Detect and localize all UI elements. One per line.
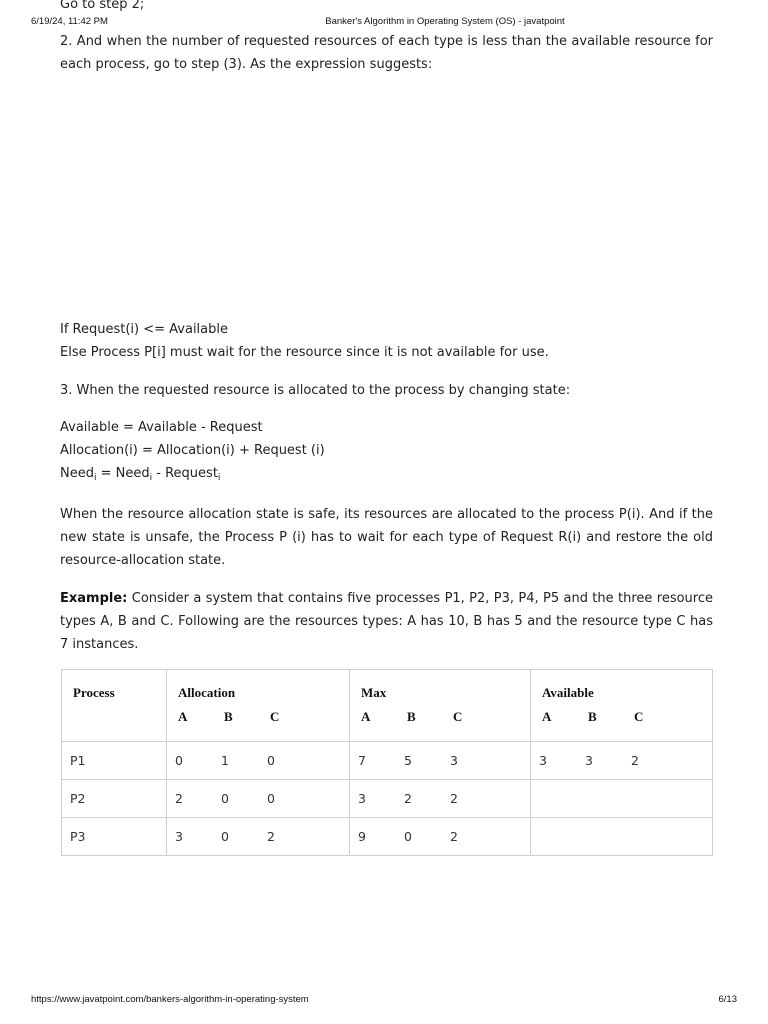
- allocation-cell: [167, 742, 350, 780]
- sub-c: C: [634, 709, 644, 724]
- max-cell: [350, 742, 531, 780]
- value-a: 9: [358, 829, 366, 844]
- example-text: Consider a system that contains five processes P1, P2, P3, P4, P5 and the three resource types A, B and C. Following are the resources types: A has 10, B has 5 and the resource type C has 7 instances.: [60, 591, 713, 652]
- value-b: 3: [585, 753, 593, 768]
- eq3-sub-1: i: [93, 473, 97, 483]
- condition-block: [60, 318, 713, 364]
- value-a: 3: [539, 753, 547, 768]
- value-c: 2: [631, 753, 639, 768]
- value-c: 2: [450, 791, 458, 806]
- print-date: 6/19/24, 11:42 PM: [31, 16, 108, 27]
- sub-a: A: [361, 709, 371, 724]
- value-c: 2: [267, 829, 275, 844]
- sub-c: C: [453, 709, 463, 724]
- value-a: 2: [175, 791, 183, 806]
- condition-line-1: If Request(i) <= Available: [60, 322, 228, 337]
- print-title: Banker's Algorithm in Operating System (OS) - javatpoint: [325, 16, 565, 27]
- equation-2: Allocation(i) = Allocation(i) + Request (i): [60, 443, 325, 458]
- value-b: 2: [404, 791, 412, 806]
- sub-c: C: [270, 709, 280, 724]
- eq3-sub-2: i: [149, 473, 153, 483]
- page-number: 6/13: [718, 994, 737, 1005]
- equations-block: [60, 416, 713, 485]
- table-row: [62, 742, 713, 780]
- process-cell: P1: [62, 742, 167, 780]
- available-cell: [531, 818, 713, 856]
- header-process: [62, 670, 167, 742]
- header-allocation-label: Allocation: [178, 685, 236, 700]
- value-b: 5: [404, 753, 412, 768]
- sub-b: B: [407, 709, 416, 724]
- example-label: Example:: [60, 591, 128, 606]
- allocation-subheaders: [167, 709, 349, 725]
- safe-state-paragraph: When the resource allocation state is safe, its resources are allocated to the process P(i). And if the new state is unsafe, the Process P (i) has to wait for each type of Request R(i) and restore the old resource-allocation state.: [60, 507, 713, 568]
- table-header-row: [62, 670, 713, 742]
- step-3-paragraph: 3. When the requested resource is allocated to the process by changing state:: [60, 383, 571, 398]
- sub-b: B: [588, 709, 597, 724]
- available-cell: [531, 780, 713, 818]
- value-b: 0: [404, 829, 412, 844]
- value-b: 0: [221, 829, 229, 844]
- value-a: 3: [358, 791, 366, 806]
- equation-3: [60, 462, 713, 485]
- value-b: 0: [221, 791, 229, 806]
- sub-a: A: [542, 709, 552, 724]
- available-cell: [531, 742, 713, 780]
- example-paragraph: [60, 587, 713, 656]
- sub-b: B: [224, 709, 233, 724]
- value-a: 7: [358, 753, 366, 768]
- value-c: 0: [267, 753, 275, 768]
- value-c: 2: [450, 829, 458, 844]
- header-max: [350, 670, 531, 742]
- process-cell: P3: [62, 818, 167, 856]
- header-allocation: [167, 670, 350, 742]
- process-cell: P2: [62, 780, 167, 818]
- print-footer: [0, 994, 768, 1008]
- value-a: 3: [175, 829, 183, 844]
- eq3-part-c: - Request: [152, 466, 218, 481]
- value-c: 0: [267, 791, 275, 806]
- condition-line-2: Else Process P[i] must wait for the resource since it is not available for use.: [60, 345, 549, 360]
- max-cell: [350, 780, 531, 818]
- allocation-cell: [167, 780, 350, 818]
- allocation-cell: [167, 818, 350, 856]
- value-a: 0: [175, 753, 183, 768]
- table-row: [62, 818, 713, 856]
- table-row: [62, 780, 713, 818]
- equation-1: Available = Available - Request: [60, 420, 263, 435]
- page-url: https://www.javatpoint.com/bankers-algorithm-in-operating-system: [31, 994, 309, 1005]
- cutoff-line: Go to step 2;: [60, 0, 145, 12]
- eq3-sub-3: i: [217, 473, 221, 483]
- sub-a: A: [178, 709, 188, 724]
- eq3-part-a: Need: [60, 466, 94, 481]
- max-cell: [350, 818, 531, 856]
- value-b: 1: [221, 753, 229, 768]
- header-process-label: Process: [73, 685, 115, 700]
- header-available: [531, 670, 713, 742]
- value-c: 3: [450, 753, 458, 768]
- max-subheaders: [350, 709, 530, 725]
- eq3-part-b: = Need: [96, 466, 150, 481]
- step-2-paragraph: 2. And when the number of requested resources of each type is less than the available resource for each process, go to step (3). As the expression suggests:: [60, 34, 713, 72]
- header-available-label: Available: [542, 685, 594, 700]
- header-max-label: Max: [361, 685, 387, 700]
- resource-table: [61, 669, 713, 856]
- print-header: [0, 16, 768, 30]
- available-subheaders: [531, 709, 712, 725]
